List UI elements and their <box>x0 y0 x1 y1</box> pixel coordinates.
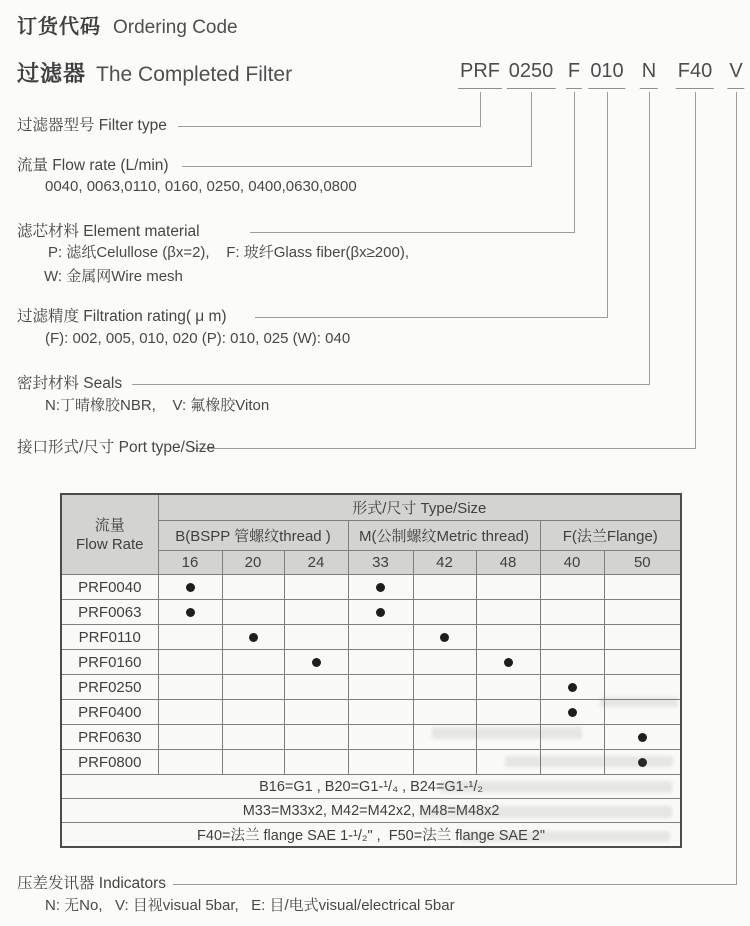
availability-cell <box>222 575 284 600</box>
field-detail-element-material-2: W: 金属网Wire mesh <box>44 268 183 285</box>
availability-cell <box>540 650 604 675</box>
table-row <box>61 600 681 625</box>
availability-cell <box>222 700 284 725</box>
availability-cell <box>604 625 681 650</box>
availability-cell <box>604 575 681 600</box>
size-column-header: 50 <box>604 551 681 575</box>
note-bspp: B16=G1 , B20=G1-¹/₄ , B24=G1-¹/₂ <box>61 775 681 799</box>
availability-cell <box>476 675 540 700</box>
field-label-port-type: 接口形式/尺寸 Port type/Size <box>17 439 216 456</box>
availability-cell <box>158 750 222 775</box>
availability-cell <box>284 750 348 775</box>
subsection-title-en: The Completed Filter <box>96 63 293 86</box>
availability-cell <box>413 725 476 750</box>
availability-cell <box>222 625 284 650</box>
availability-cell <box>284 625 348 650</box>
model-cell: PRF0160 <box>61 650 158 675</box>
availability-cell <box>413 575 476 600</box>
field-label-indicators: 压差发讯器 Indicators <box>17 875 167 892</box>
connector-horizontal-indicator <box>173 884 737 885</box>
corner-header-zh: 流量 <box>94 516 125 534</box>
code-segment-indicator: V <box>727 60 744 89</box>
availability-cell <box>158 625 222 650</box>
connector-vertical-indicator <box>736 92 737 884</box>
availability-cell <box>540 625 604 650</box>
field-label-element-material: 滤芯材料 Element material <box>17 223 200 240</box>
availability-cell <box>476 725 540 750</box>
table-row <box>61 675 681 700</box>
availability-cell <box>540 700 604 725</box>
availability-cell <box>348 750 413 775</box>
section-heading <box>17 10 238 39</box>
note-row <box>61 799 681 823</box>
availability-dot <box>638 733 647 742</box>
availability-cell <box>476 600 540 625</box>
code-segment-flow: 0250 <box>507 60 556 89</box>
availability-cell <box>158 650 222 675</box>
subsection-title-zh: 过滤器 <box>17 61 87 86</box>
connector-horizontal-port <box>192 448 696 449</box>
availability-dot <box>638 758 647 767</box>
table-row <box>61 700 681 725</box>
availability-cell <box>540 725 604 750</box>
section-title-zh: 订货代码 <box>17 16 101 38</box>
connector-horizontal-series <box>178 126 481 127</box>
code-segment-rating: 010 <box>588 60 625 89</box>
availability-cell <box>413 625 476 650</box>
field-label-filter-type: 过滤器型号 Filter type <box>17 117 167 134</box>
model-cell: PRF0250 <box>61 675 158 700</box>
port-size-table <box>60 493 682 848</box>
note-flange: F40=法兰 flange SAE 1-¹/₂" , F50=法兰 flange SAE 2" <box>61 823 681 847</box>
availability-cell <box>413 750 476 775</box>
group-header-metric: M(公制螺纹Metric thread) <box>348 521 540 551</box>
model-cell: PRF0063 <box>61 600 158 625</box>
table-row <box>61 650 681 675</box>
field-detail-element-material-1: P: 滤纸Celullose (βx=2), F: 玻纤Glass fiber(βx≥200), <box>48 244 409 261</box>
availability-cell <box>604 750 681 775</box>
model-cell: PRF0400 <box>61 700 158 725</box>
availability-cell <box>222 750 284 775</box>
availability-cell <box>348 600 413 625</box>
availability-cell <box>222 600 284 625</box>
connector-vertical-series <box>480 92 481 126</box>
availability-cell <box>158 725 222 750</box>
note-row <box>61 775 681 799</box>
note-row <box>61 823 681 847</box>
availability-cell <box>413 650 476 675</box>
model-cell: PRF0800 <box>61 750 158 775</box>
availability-dot <box>504 658 513 667</box>
availability-cell <box>158 600 222 625</box>
availability-cell <box>348 725 413 750</box>
field-label-flow-rate: 流量 Flow rate (L/min) <box>17 157 169 174</box>
availability-cell <box>284 575 348 600</box>
group-header-flange: F(法兰Flange) <box>540 521 681 551</box>
availability-cell <box>540 675 604 700</box>
availability-cell <box>284 600 348 625</box>
availability-cell <box>158 675 222 700</box>
field-detail-flow-rate: 0040, 0063,0110, 0160, 0250, 0400,0630,0800 <box>45 178 357 195</box>
availability-dot <box>440 633 449 642</box>
availability-dot <box>376 583 385 592</box>
availability-cell <box>348 675 413 700</box>
availability-cell <box>284 650 348 675</box>
availability-cell <box>222 675 284 700</box>
availability-cell <box>604 600 681 625</box>
section-title-en: Ordering Code <box>113 17 238 38</box>
availability-cell <box>604 725 681 750</box>
connector-horizontal-material <box>250 232 575 233</box>
availability-dot <box>186 583 195 592</box>
field-detail-filtration-rating: (F): 002, 005, 010, 020 (P): 010, 025 (W): 040 <box>45 330 351 347</box>
availability-cell <box>284 675 348 700</box>
size-column-header: 42 <box>413 551 476 575</box>
availability-cell <box>348 575 413 600</box>
connector-vertical-port <box>695 92 696 448</box>
code-segment-material: F <box>566 60 582 89</box>
corner-header-en: Flow Rate <box>75 535 144 553</box>
size-column-header: 24 <box>284 551 348 575</box>
availability-cell <box>540 600 604 625</box>
availability-cell <box>284 725 348 750</box>
availability-cell <box>476 625 540 650</box>
field-label-seals: 密封材料 Seals <box>17 375 123 392</box>
connector-vertical-seal <box>649 92 650 384</box>
availability-cell <box>540 575 604 600</box>
availability-cell <box>348 650 413 675</box>
availability-cell <box>222 650 284 675</box>
availability-cell <box>476 750 540 775</box>
field-label-filtration-rating: 过滤精度 Filtration rating( μ m) <box>17 308 227 325</box>
availability-cell <box>158 700 222 725</box>
availability-dot <box>568 683 577 692</box>
table-corner-header <box>61 494 158 575</box>
availability-cell <box>476 650 540 675</box>
table-row <box>61 575 681 600</box>
subsection-heading <box>17 57 292 88</box>
availability-dot <box>376 608 385 617</box>
table-row <box>61 750 681 775</box>
size-column-header: 48 <box>476 551 540 575</box>
availability-cell <box>604 700 681 725</box>
connector-vertical-flow <box>531 92 532 166</box>
size-column-header: 16 <box>158 551 222 575</box>
availability-cell <box>476 700 540 725</box>
availability-cell <box>476 575 540 600</box>
code-segment-seal: N <box>640 60 658 89</box>
availability-cell <box>413 700 476 725</box>
group-header-bspp: B(BSPP 管螺纹thread ) <box>158 521 348 551</box>
connector-vertical-material <box>574 92 575 232</box>
availability-dot <box>249 633 258 642</box>
size-column-header: 20 <box>222 551 284 575</box>
availability-cell <box>348 700 413 725</box>
availability-cell <box>540 750 604 775</box>
availability-dot <box>312 658 321 667</box>
availability-cell <box>413 675 476 700</box>
field-detail-indicators: N: 无No, V: 目视visual 5bar, E: 目/电式visual/electrical 5bar <box>45 897 455 914</box>
model-cell: PRF0040 <box>61 575 158 600</box>
size-column-header: 40 <box>540 551 604 575</box>
availability-cell <box>222 725 284 750</box>
availability-dot <box>186 608 195 617</box>
connector-horizontal-seal <box>132 384 650 385</box>
availability-cell <box>284 700 348 725</box>
availability-cell <box>348 625 413 650</box>
note-metric: M33=M33x2, M42=M42x2, M48=M48x2 <box>61 799 681 823</box>
table-row <box>61 725 681 750</box>
availability-dot <box>568 708 577 717</box>
field-detail-seals: N:丁晴橡胶NBR, V: 氟橡胶Viton <box>45 397 270 414</box>
availability-cell <box>604 675 681 700</box>
availability-cell <box>604 650 681 675</box>
model-cell: PRF0110 <box>61 625 158 650</box>
code-segment-port: F40 <box>676 60 714 89</box>
model-cell: PRF0630 <box>61 725 158 750</box>
size-column-header: 33 <box>348 551 413 575</box>
table-top-header: 形式/尺寸 Type/Size <box>158 494 681 521</box>
table-row <box>61 625 681 650</box>
availability-cell <box>158 575 222 600</box>
code-segment-series: PRF <box>458 60 502 89</box>
availability-cell <box>413 600 476 625</box>
connector-vertical-rating <box>607 92 608 317</box>
connector-horizontal-rating <box>255 317 608 318</box>
connector-horizontal-flow <box>182 166 532 167</box>
